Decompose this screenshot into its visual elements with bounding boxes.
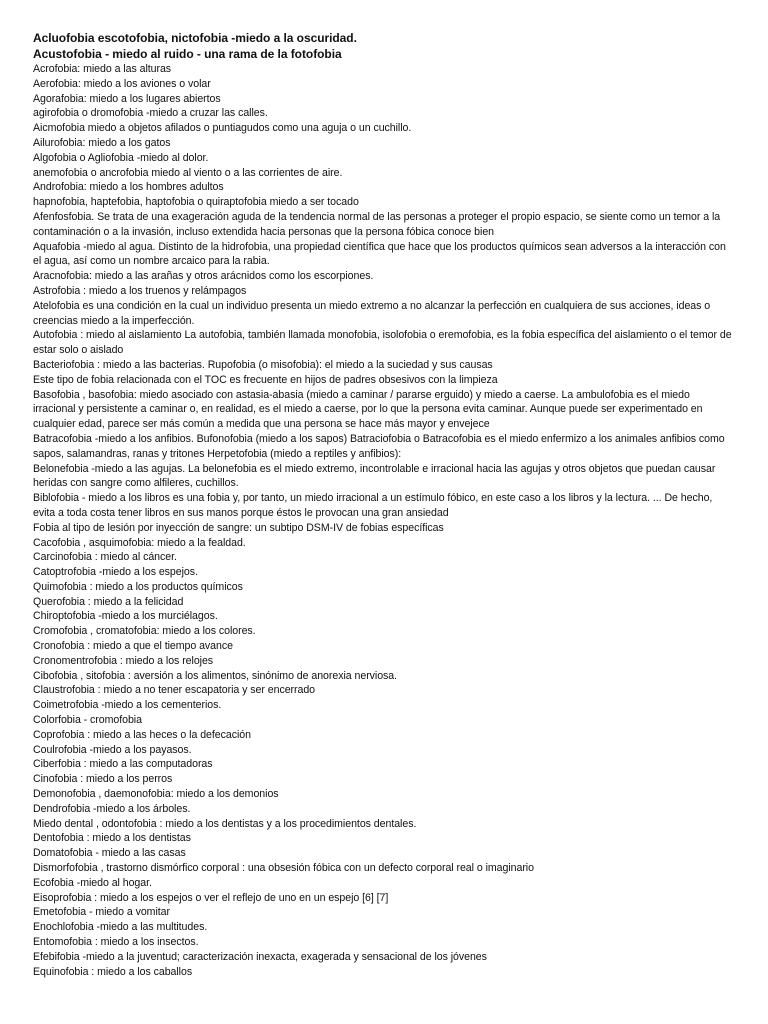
entry-cacofobia: Cacofobia , asquimofobia: miedo a la fealdad. — [33, 536, 246, 549]
entry-aerofobia: Aerofobia: miedo a los aviones o volar — [33, 77, 211, 90]
entry-cronomentrofobia: Cronomentrofobia : miedo a los relojes — [33, 654, 214, 667]
entry-carcinofobia: Carcinofobia : miedo al cáncer. — [33, 551, 177, 564]
entry-ecofobia: Ecofobia -miedo al hogar. — [33, 876, 152, 889]
entry-astrofobia: Astrofobia : miedo a los truenos y relámpagos — [33, 284, 247, 297]
entry-cinofobia: Cinofobia : miedo a los perros — [33, 773, 173, 786]
entry-cronofobia: Cronofobia : miedo a que el tiempo avance — [33, 640, 233, 653]
entry-toc-note: Este tipo de fobia relacionada con el TOC es frecuente en hijos de padres obsesivos con la limpieza — [33, 373, 498, 386]
entry-androfobia: Androfobia: miedo a los hombres adultos — [33, 181, 224, 194]
entry-coprofobia: Coprofobia : miedo a las heces o la defecación — [33, 728, 251, 741]
heading-1: Acluofobia escotofobia, nictofobia -miedo a la oscuridad. — [33, 31, 357, 45]
entry-aquafobia: Aquafobia -miedo al agua. Distinto de la hidrofobia, una propiedad científica que hace que los productos químicos sean adversos a la interacción con el agua, así como un nombre arcaico para la rabia. — [33, 240, 726, 268]
document-page — [33, 31, 733, 979]
entry-entomofobia: Entomofobia : miedo a los insectos. — [33, 936, 199, 949]
entry-ciberfobia: Ciberfobia : miedo a las computadoras — [33, 758, 213, 771]
entry-acrofobia: Acrofobia: miedo a las alturas — [33, 63, 172, 75]
entry-biblofobia: Biblofobia - miedo a los libros es una fobia y, por tanto, un miedo irracional a un estímulo fóbico, en este caso a los libros y la lectura. ... De hecho, evita a toda costa tener libros en sus manos porque éstos le provocan una gran ansiedad — [33, 492, 713, 519]
entry-catoptrofobia: Catoptrofobia -miedo a los espejos. — [33, 566, 198, 579]
entry-efebifobia: Efebifobia -miedo a la juventud; caracterización inexacta, exagerada y sensacional de los jóvenes — [33, 950, 487, 963]
entry-cromofobia: Cromofobia , cromatofobia: miedo a los colores. — [33, 625, 256, 638]
entry-coulrofobia: Coulrofobia -miedo a los payasos. — [33, 743, 192, 756]
entry-equinofobia: Equinofobia : miedo a los caballos — [33, 965, 193, 978]
entry-batracofobia: Batracofobia -miedo a los anfibios. Bufonofobia (miedo a los sapos) Batraciofobia o Batracofobia es el miedo enfermizo a los animales anfibios como sapos, salamandras, ranas y tritones Herpetofobia (miedo a reptiles y anfibios): — [33, 432, 725, 460]
entry-hapnofobia: hapnofobia, haptefobia, haptofobia o quiraptofobia miedo a ser tocado — [33, 196, 359, 209]
entry-dendrofobia: Dendrofobia -miedo a los árboles. — [33, 802, 191, 815]
entry-ailurofobia: Ailurofobia: miedo a los gatos — [33, 136, 171, 149]
entry-bacteriofobia: Bacteriofobia : miedo a las bacterias. Rupofobia (o misofobia): el miedo a la suciedad y sus causas — [33, 358, 493, 371]
entry-cibofobia: Cibofobia , sitofobia : aversión a los alimentos, sinónimo de anorexia nerviosa. — [33, 669, 398, 682]
entry-afenfosfobia: Afenfosfobia. Se trata de una exageración aguda de la tendencia normal de las personas a proteger el propio espacio, se siente como un temor a la contaminación o a la invasión, incluso extendida hacia personas que la persona fóbica conoce bien — [33, 210, 721, 238]
entry-anemofobia: anemofobia o ancrofobia miedo al viento o a las corrientes de aire. — [33, 166, 343, 179]
entry-belonefobia: Belonefobia -miedo a las agujas. La belonefobia es el miedo extremo, incontrolable e irracional hacia las agujas y otros objetos que puedan causar heridas con sangre como alfileres, cuchillos. — [33, 462, 716, 490]
entry-dentofobia: Dentofobia : miedo a los dentistas — [33, 832, 191, 845]
entry-querofobia: Querofobia : miedo a la felicidad — [33, 595, 184, 608]
entry-agirofobia: agirofobia o dromofobia -miedo a cruzar las calles. — [33, 107, 268, 120]
entry-atelofobia: Atelofobia es una condición en la cual un individuo presenta un miedo extremo a no alcanzar la perfección en cualquiera de sus acciones, ideas o creencias miedo a la imperfección. — [33, 299, 711, 327]
entry-agorafobia: Agorafobia: miedo a los lugares abiertos — [33, 92, 221, 105]
entry-colorfobia: Colorfobia - cromofobia — [33, 714, 142, 727]
entry-demonofobia: Demonofobia , daemonofobia: miedo a los demonios — [33, 788, 279, 801]
entry-autofobia: Autofobia : miedo al aislamiento La autofobia, también llamada monofobia, isolofobia o eremofobia, es la fobia específica del aislamiento o el temor de estar solo o aislado — [33, 329, 732, 357]
entry-coimetrofobia: Coimetrofobia -miedo a los cementerios. — [33, 699, 222, 712]
entry-aicmofobia: Aicmofobia miedo a objetos afilados o puntiagudos como una aguja o un cuchillo. — [33, 122, 412, 135]
entry-emetofobia: Emetofobia - miedo a vomitar — [33, 906, 170, 919]
heading-2: Acustofobia - miedo al ruido - una rama de la fotofobia — [33, 46, 342, 61]
entry-basofobia: Basofobia , basofobia: miedo asociado con astasia-abasia (miedo a caminar / pararse erguido) y miedo a caerse. La ambulofobia es el miedo irracional y persistente a caminar o, en realidad, es el miedo a caerse, por lo que la persona evita caminar. Aunque puede ser experimentado en cualquier edad, parece ser más común a medida que una persona se hace más mayor y envejece — [33, 388, 703, 431]
entry-quimofobia: Quimofobia : miedo a los productos químicos — [33, 580, 243, 593]
entry-domatofobia: Domatofobia - miedo a las casas — [33, 847, 186, 860]
entry-fobia-inyeccion: Fobia al tipo de lesión por inyección de sangre: un subtipo DSM-IV de fobias específicas — [33, 521, 444, 534]
entry-eisoprofobia: Eisoprofobia : miedo a los espejos o ver el reflejo de uno en un espejo [6] [7] — [33, 891, 389, 904]
entry-dismorfofobia: Dismorfofobia , trastorno dismórfico corporal : una obsesión fóbica con un defecto corporal real o imaginario — [33, 862, 534, 875]
entry-claustrofobia: Claustrofobia : miedo a no tener escapatoria y ser encerrado — [33, 684, 316, 697]
entry-enochlofobia: Enochlofobia -miedo a las multitudes. — [33, 921, 208, 934]
entry-aracnofobia: Aracnofobia: miedo a las arañas y otros arácnidos como los escorpiones. — [33, 270, 374, 283]
entry-chiroptofobia: Chiroptofobia -miedo a los murciélagos. — [33, 610, 218, 623]
entry-odontofobia: Miedo dental , odontofobia : miedo a los dentistas y a los procedimientos dentales. — [33, 817, 417, 830]
entry-algofobia: Algofobia o Agliofobia -miedo al dolor. — [33, 151, 209, 164]
